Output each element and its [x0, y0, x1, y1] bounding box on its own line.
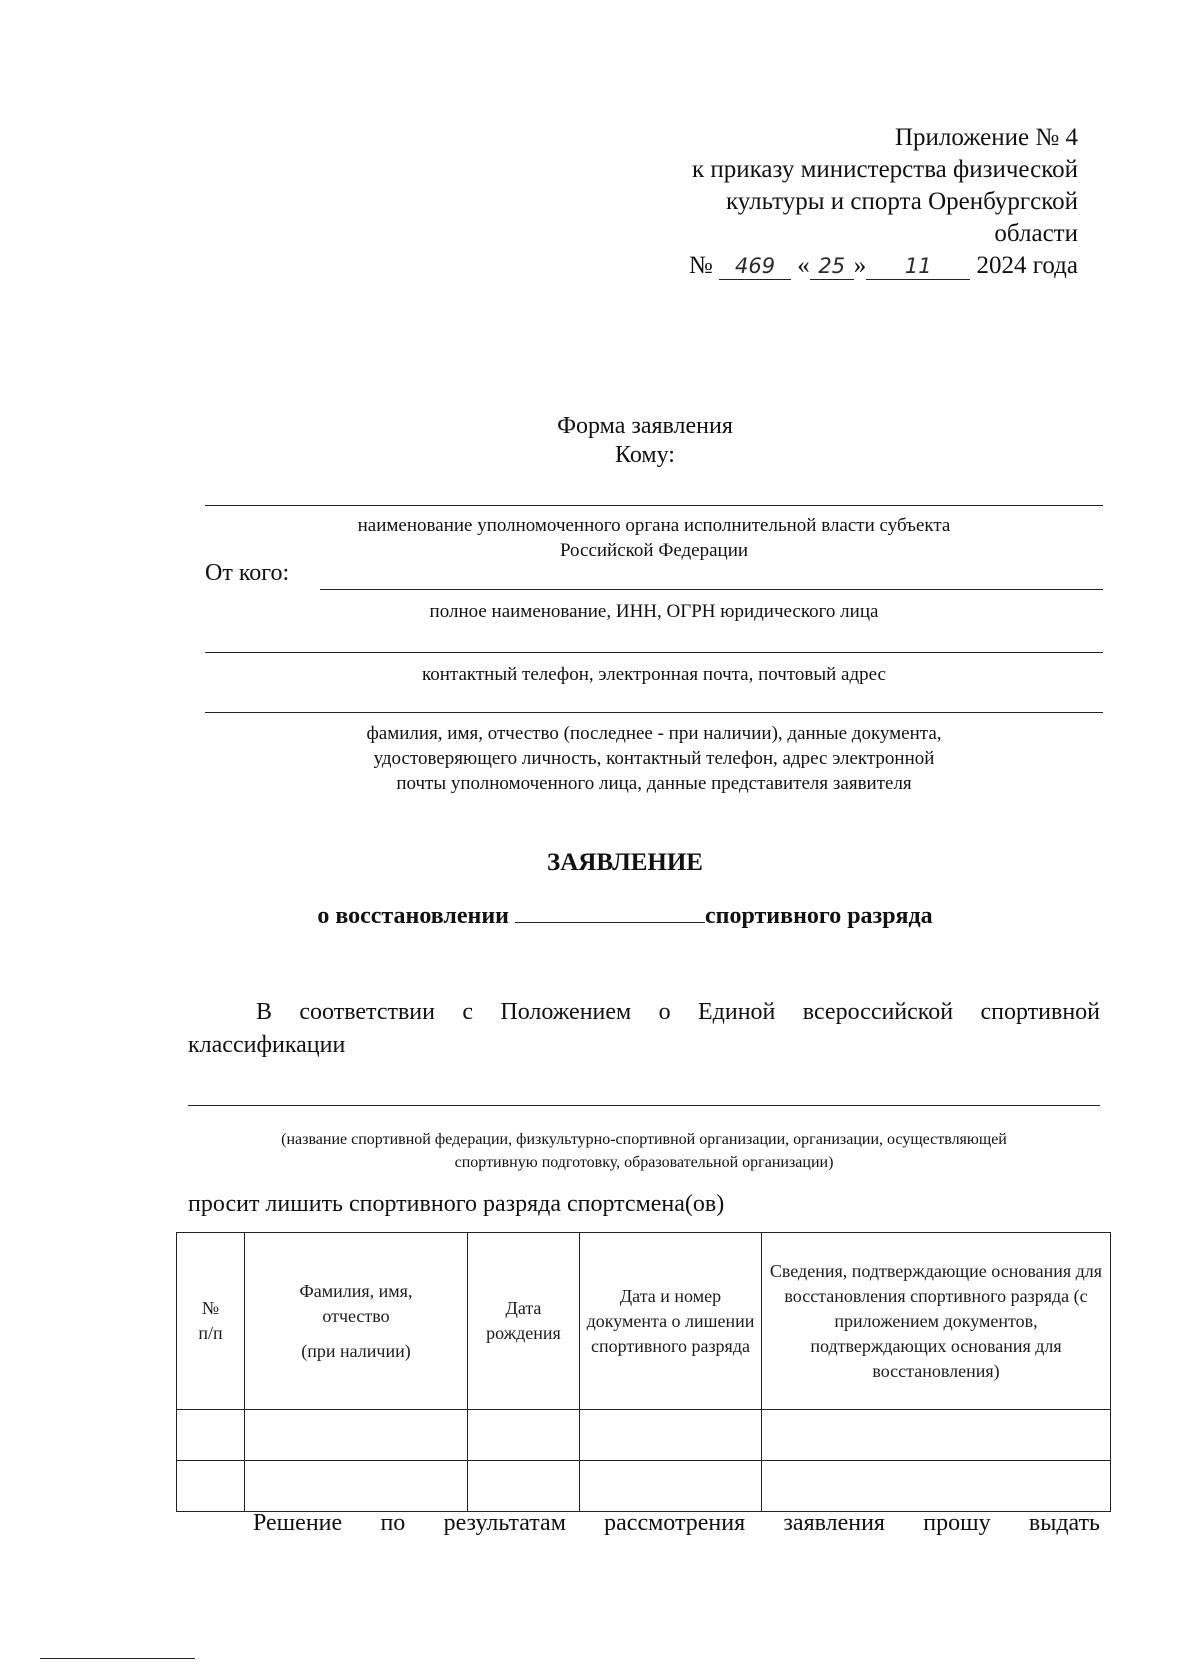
organization-caption-line-1: (название спортивной федерации, физкультурно-спортивной организации, организации, осуществляющей: [281, 1131, 1007, 1148]
paragraph-classification: В соответствии с Положением о Единой всероссийской спортивной классификации: [188, 999, 1100, 1058]
approval-line-1: Приложение № 4: [894, 124, 1078, 151]
approval-line-2: к приказу министерства физической: [691, 156, 1078, 183]
day-quote-close: »: [853, 252, 867, 279]
recipient-caption-line-1: наименование уполномоченного органа исполнительной власти субъекта: [357, 515, 951, 536]
order-month-handwritten: 11: [866, 253, 970, 280]
from-caption-3: [205, 721, 1103, 796]
from-caption-2: контактный телефон, электронная почта, почтовый адрес: [422, 664, 886, 685]
organization-caption: [188, 1128, 1100, 1174]
form-title: Форма заявления: [557, 413, 733, 439]
table-row: [177, 1410, 1111, 1461]
col-deprivation-doc-header: Дата и номер документа о лишении спортивного разряда: [580, 1233, 762, 1410]
table-cell[interactable]: [177, 1410, 245, 1461]
decision-text: Решение по результатам рассмотрения заявления прошу выдать: [253, 1510, 1100, 1536]
recipient-caption-line-2: Российской Федерации: [559, 540, 749, 561]
rank-blank-line: [515, 900, 705, 923]
approval-line-3: культуры и спорта Оренбургской: [725, 188, 1078, 215]
from-caption-3-line-1: фамилия, имя, отчество (последнее - при наличии), данные документа,: [366, 723, 942, 744]
statement-heading: ЗАЯВЛЕНИЕ: [547, 849, 703, 876]
recipient-caption: [205, 513, 1103, 563]
athletes-table: [176, 1232, 1111, 1512]
table-cell[interactable]: [468, 1410, 580, 1461]
from-caption-3-line-2: удостоверяющего личность, контактный телефон, адрес электронной: [373, 748, 935, 769]
table-cell[interactable]: [245, 1461, 468, 1512]
statement-subheading: [0, 900, 1200, 931]
table-row: [177, 1461, 1111, 1512]
col-name-line-1: Фамилия, имя,: [299, 1280, 413, 1301]
order-year: 2024 года: [976, 252, 1078, 279]
from-caption-3-line-3: почты уполномоченного лица, данные представителя заявителя: [396, 773, 912, 794]
approval-line-4: области: [994, 220, 1078, 247]
table-cell[interactable]: [177, 1461, 245, 1512]
footnote-rule: [40, 1658, 195, 1659]
number-sign: №: [688, 252, 713, 279]
table-cell[interactable]: [468, 1461, 580, 1512]
subheading-part-1: о восстановлении: [317, 903, 509, 929]
order-number-handwritten: 469: [719, 253, 791, 280]
form-title-block: [0, 412, 1200, 470]
col-name-header: [245, 1233, 468, 1410]
from-caption-1: полное наименование, ИНН, ОГРН юридического лица: [429, 601, 879, 622]
col-grounds-header: Сведения, подтверждающие основания для восстановления спортивного разряда (с приложением документов, подтверждающих основания для восстановления): [762, 1233, 1111, 1410]
table-cell[interactable]: [762, 1461, 1111, 1512]
from-label: От кого:: [205, 560, 290, 586]
table-cell[interactable]: [762, 1410, 1111, 1461]
representative-line: [205, 712, 1103, 713]
organization-line: [188, 1105, 1100, 1106]
table-cell[interactable]: [245, 1410, 468, 1461]
order-number-line: [638, 250, 1078, 282]
col-name-line-2: отчество: [322, 1305, 390, 1326]
table-cell[interactable]: [580, 1461, 762, 1512]
to-label: Кому:: [615, 442, 675, 468]
approval-block: [638, 122, 1078, 282]
contact-line: [205, 652, 1103, 653]
col-name-line-3: (при наличии): [301, 1340, 411, 1361]
table-header-row: [177, 1233, 1111, 1410]
col-number-line-2: п/п: [198, 1323, 223, 1343]
from-line: [320, 589, 1103, 590]
col-number-header: [177, 1233, 245, 1410]
organization-caption-line-2: спортивную подготовку, образовательной организации): [454, 1154, 834, 1171]
day-quote-open: «: [797, 252, 810, 279]
order-day-handwritten: 25: [810, 253, 854, 280]
col-birthdate-header: Дата рождения: [468, 1233, 580, 1410]
col-number-line-1: №: [201, 1298, 220, 1318]
request-text: просит лишить спортивного разряда спортсмена(ов): [188, 1191, 725, 1217]
subheading-part-2: спортивного разряда: [704, 903, 933, 929]
recipient-line: [205, 505, 1103, 506]
table-cell[interactable]: [580, 1410, 762, 1461]
